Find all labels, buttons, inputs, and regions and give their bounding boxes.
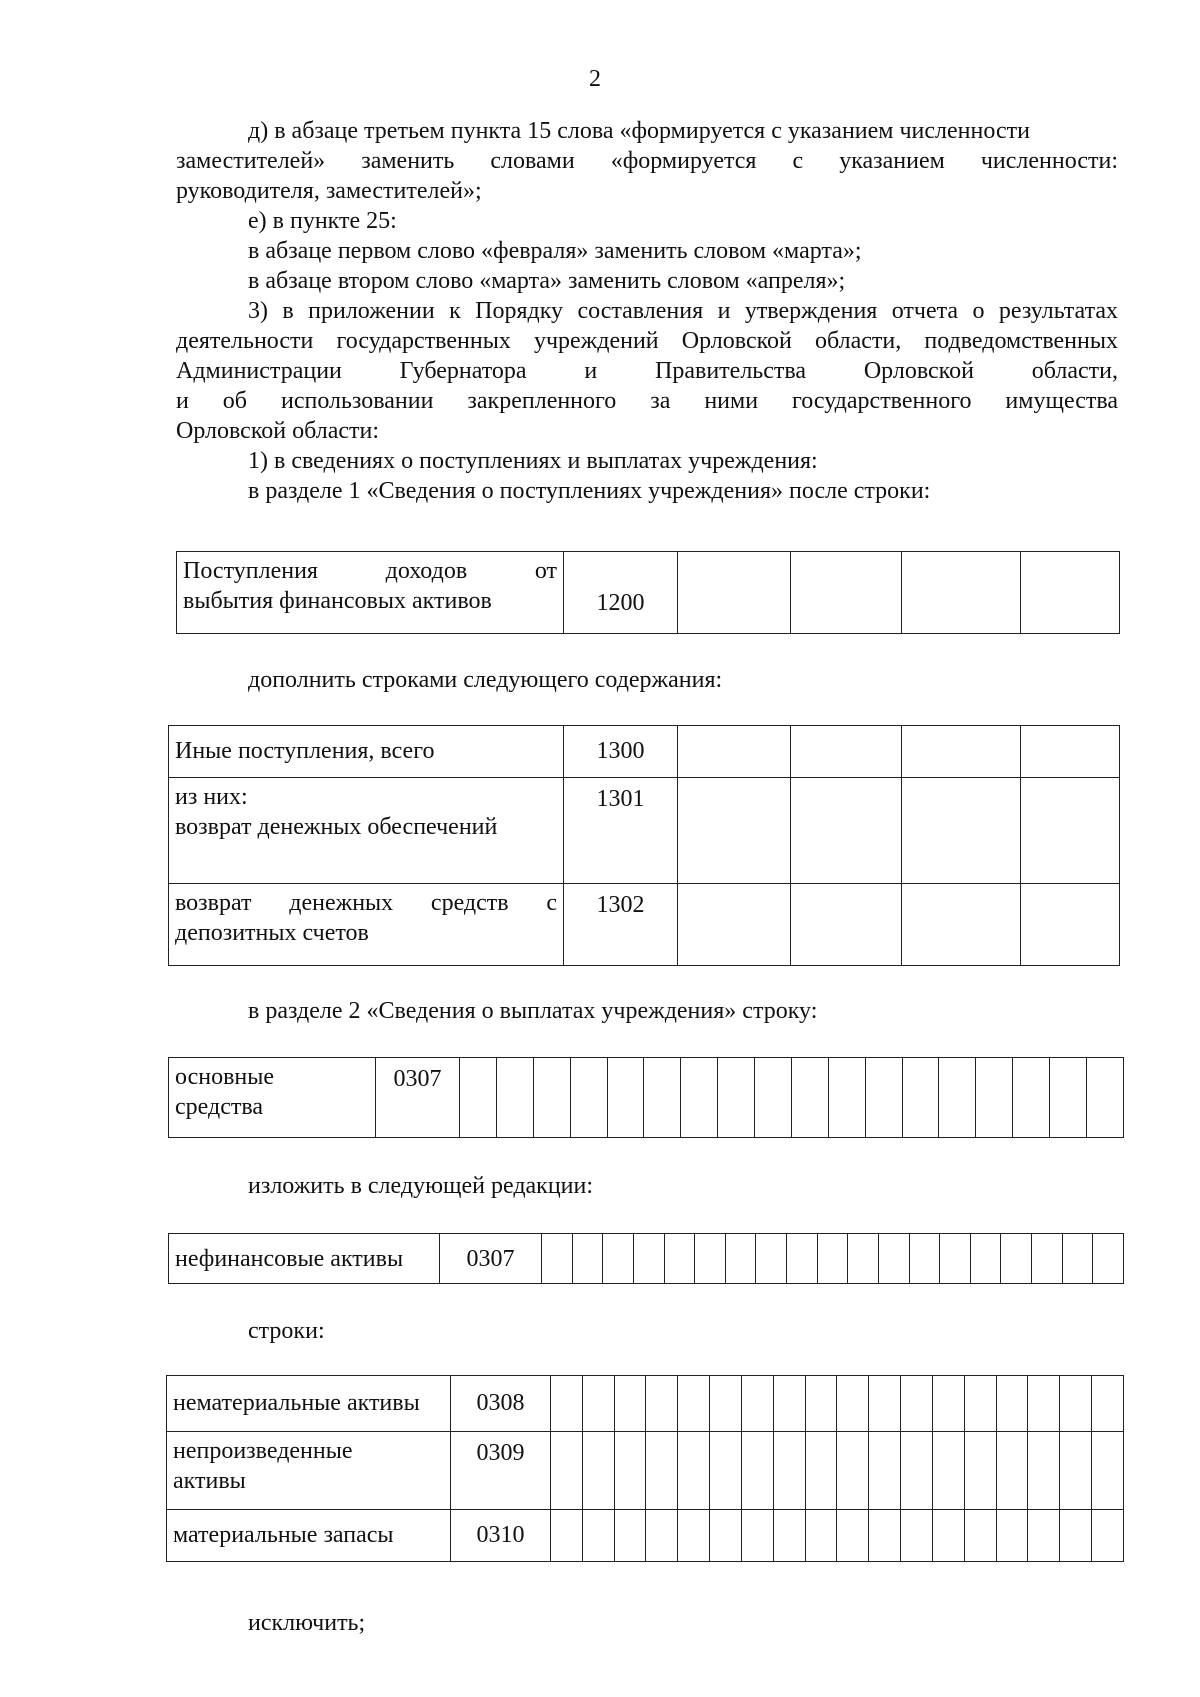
empty-cell (805, 1432, 837, 1510)
empty-cell (695, 1234, 726, 1284)
empty-cell (901, 1510, 933, 1562)
empty-cell (725, 1234, 756, 1284)
empty-cell (901, 1376, 933, 1432)
empty-cell (1050, 1058, 1087, 1138)
empty-cell (755, 1058, 792, 1138)
empty-cell (646, 1376, 678, 1432)
empty-cell (718, 1058, 755, 1138)
empty-cell (460, 1058, 497, 1138)
section1-line: в разделе 1 «Сведения о поступлениях учреждения» после строки: (248, 478, 931, 504)
empty-cell (582, 1510, 614, 1562)
empty-cell (787, 1234, 818, 1284)
empty-cell (869, 1432, 901, 1510)
para-3-line1: 3) в приложении к Порядку составления и утверждения отчета о результатах (248, 298, 1118, 324)
empty-cell (773, 1432, 805, 1510)
empty-cell (1060, 1432, 1092, 1510)
row-code: 0309 (451, 1432, 551, 1510)
empty-cell (828, 1058, 865, 1138)
para-3-line2: деятельности государственных учреждений Орловской области, подведомственных (176, 328, 1118, 354)
empty-cell (817, 1234, 848, 1284)
empty-cell (964, 1432, 996, 1510)
para-e-second: в абзаце втором слово «марта» заменить словом «апреля»; (248, 268, 846, 294)
row-label: нефинансовые активы (169, 1234, 440, 1284)
empty-cell (837, 1432, 869, 1510)
empty-cell (1093, 1234, 1124, 1284)
empty-cell (901, 1432, 933, 1510)
row-code: 0310 (451, 1510, 551, 1562)
para-1: 1) в сведениях о поступлениях и выплатах учреждения: (248, 448, 818, 474)
row-label: непроизведенные активы (167, 1432, 451, 1510)
empty-cell (614, 1376, 646, 1432)
empty-cell (964, 1510, 996, 1562)
add-rows-text: дополнить строками следующего содержания: (248, 667, 723, 693)
empty-cell (773, 1376, 805, 1432)
empty-cell (572, 1234, 603, 1284)
para-d-line1: д) в абзаце третьем пункта 15 слова «формируется с указанием численности (248, 118, 1030, 144)
empty-cell (551, 1510, 583, 1562)
empty-cell (582, 1432, 614, 1510)
empty-cell (1032, 1234, 1063, 1284)
empty-cell (869, 1376, 901, 1432)
empty-cell (646, 1510, 678, 1562)
row-code: 1302 (564, 884, 678, 966)
empty-cell (678, 1376, 710, 1432)
para-e-first: в абзаце первом слово «февраля» заменить словом «марта»; (248, 238, 862, 264)
empty-cell (939, 1058, 976, 1138)
table-other-income (168, 725, 1120, 966)
empty-cell (710, 1432, 742, 1510)
empty-cell (773, 1510, 805, 1562)
empty-cell (710, 1510, 742, 1562)
table-row (167, 1376, 1124, 1432)
row-label: основные средства (169, 1058, 376, 1138)
empty-cell (791, 1058, 828, 1138)
table-excluded-rows (166, 1375, 1124, 1562)
empty-cell (1060, 1510, 1092, 1562)
empty-cell (970, 1234, 1001, 1284)
empty-cell (909, 1234, 940, 1284)
para-d-line2: заместителей» заменить словами «формируется с указанием численности: (176, 148, 1118, 174)
empty-cell (878, 1234, 909, 1284)
empty-cell (741, 1376, 773, 1432)
table-row (167, 1510, 1124, 1562)
row-code: 1301 (564, 778, 678, 884)
row-label: нематериальные активы (167, 1376, 451, 1432)
empty-cell (964, 1376, 996, 1432)
row-label: возврат денежных средств с депозитных счетов (169, 884, 564, 966)
empty-cell (551, 1432, 583, 1510)
empty-cell (678, 1510, 710, 1562)
empty-cell (1028, 1432, 1060, 1510)
empty-cell (1013, 1058, 1050, 1138)
empty-cell (551, 1376, 583, 1432)
para-e: е) в пункте 25: (248, 208, 397, 234)
row-label: из них: возврат денежных обеспечений (169, 778, 564, 884)
row-label: материальные запасы (167, 1510, 451, 1562)
empty-cell (1092, 1376, 1124, 1432)
empty-cell (1060, 1376, 1092, 1432)
empty-cell (756, 1234, 787, 1284)
table-nonfinancial-assets (168, 1233, 1124, 1284)
empty-cell (710, 1376, 742, 1432)
empty-cell (837, 1510, 869, 1562)
empty-cell (496, 1058, 533, 1138)
empty-cell (542, 1234, 573, 1284)
row-code: 0307 (376, 1058, 460, 1138)
empty-cell (678, 1432, 710, 1510)
section2-line: в разделе 2 «Сведения о выплатах учреждения» строку: (248, 998, 818, 1024)
table-row (177, 552, 1120, 634)
table-row (169, 884, 1120, 966)
row-label: Иные поступления, всего (169, 726, 564, 778)
empty-cell (837, 1376, 869, 1432)
table-row (167, 1432, 1124, 1510)
empty-cell (1028, 1376, 1060, 1432)
exclude-text: исключить; (248, 1610, 366, 1636)
empty-cell (533, 1058, 570, 1138)
para-3-line3: Администрации Губернатора и Правительства Орловской области, (176, 358, 1118, 384)
table-row (169, 1058, 1124, 1138)
table-income-1200 (176, 551, 1120, 634)
empty-cell (1028, 1510, 1060, 1562)
empty-cell (570, 1058, 607, 1138)
empty-cell (1092, 1432, 1124, 1510)
empty-cell (633, 1234, 664, 1284)
empty-cell (1086, 1058, 1123, 1138)
empty-cell (644, 1058, 681, 1138)
empty-cell (741, 1432, 773, 1510)
empty-cell (603, 1234, 634, 1284)
empty-cell (976, 1058, 1013, 1138)
empty-cell (865, 1058, 902, 1138)
empty-cell (614, 1510, 646, 1562)
empty-cell (741, 1510, 773, 1562)
row-code: 1300 (564, 726, 678, 778)
row-code: 0308 (451, 1376, 551, 1432)
empty-cell (681, 1058, 718, 1138)
new-edition-text: изложить в следующей редакции: (248, 1173, 594, 1199)
empty-cell (932, 1432, 964, 1510)
para-3-line4: и об использовании закрепленного за ними государственного имущества (176, 388, 1118, 414)
row-label: Поступления доходов от выбытия финансовых активов (177, 552, 564, 634)
empty-cell (1092, 1510, 1124, 1562)
table-row (169, 1234, 1124, 1284)
para-3-line5: Орловской области: (176, 418, 380, 444)
empty-cell (805, 1510, 837, 1562)
table-row (169, 726, 1120, 778)
empty-cell (902, 1058, 939, 1138)
row-code: 0307 (440, 1234, 542, 1284)
empty-cell (607, 1058, 644, 1138)
empty-cell (1001, 1234, 1032, 1284)
empty-cell (805, 1376, 837, 1432)
page-number: 2 (589, 66, 601, 92)
table-row (169, 778, 1120, 884)
para-d-line3: руководителя, заместителей»; (176, 178, 482, 204)
empty-cell (932, 1376, 964, 1432)
rows-word: строки: (248, 1318, 325, 1344)
empty-cell (940, 1234, 971, 1284)
row-code: 1200 (564, 552, 678, 634)
empty-cell (582, 1376, 614, 1432)
table-fixed-assets (168, 1057, 1124, 1138)
empty-cell (664, 1234, 695, 1284)
empty-cell (869, 1510, 901, 1562)
empty-cell (646, 1432, 678, 1510)
empty-cell (996, 1432, 1028, 1510)
empty-cell (848, 1234, 879, 1284)
empty-cell (614, 1432, 646, 1510)
empty-cell (932, 1510, 964, 1562)
empty-cell (1062, 1234, 1093, 1284)
empty-cell (996, 1376, 1028, 1432)
empty-cell (996, 1510, 1028, 1562)
